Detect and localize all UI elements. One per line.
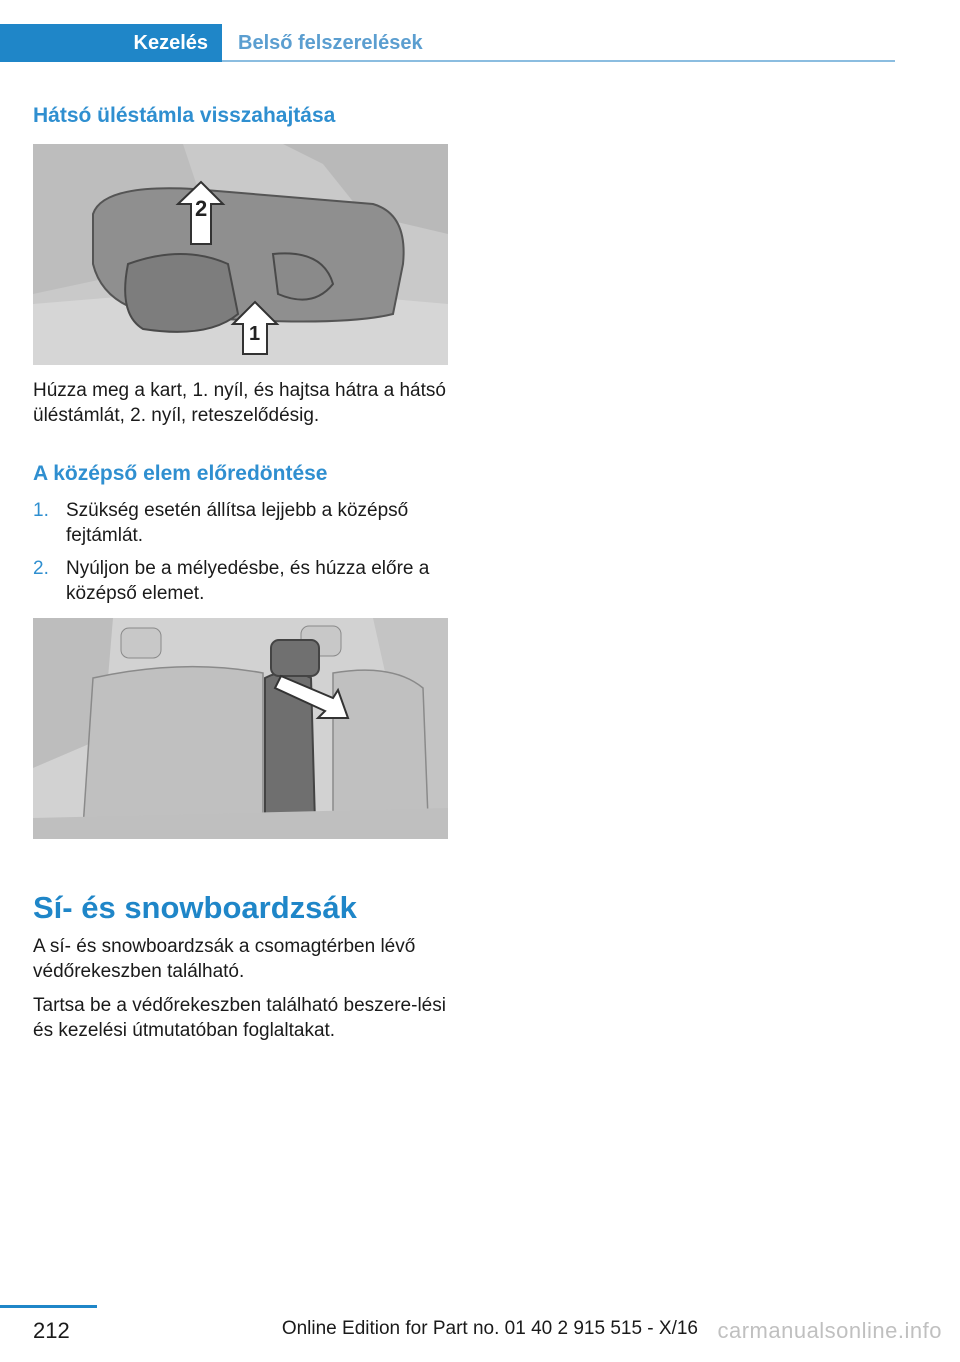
- arrow-label-2: 2: [195, 196, 208, 221]
- section1-body: Húzza meg a kart, 1. nyíl, és hajtsa hátra a hátsó üléstámlát, 2. nyíl, reteszelődésig.: [33, 380, 446, 426]
- section2-steps: [33, 498, 448, 606]
- step-number: 1.: [33, 500, 49, 521]
- page-number-rule: [0, 1305, 97, 1308]
- step-item: [33, 498, 448, 548]
- tab-kezeles[interactable]: [0, 24, 222, 62]
- section2: [33, 462, 448, 614]
- section2-title: A középső elem előredöntése: [33, 462, 328, 485]
- tab-belso-label: Belső felszerelések: [238, 32, 423, 54]
- section1-heading-wrap: [33, 104, 448, 128]
- edition-text: Online Edition for Part no. 01 40 2 915 515 - X/16: [281, 1318, 698, 1339]
- watermark: carmanualsonline.info: [717, 1318, 942, 1343]
- step-number: 2.: [33, 558, 49, 579]
- figure-middle-element: [33, 618, 448, 839]
- section3-para1: A sí- és snowboardzsák a csomagtérben lévő védőrekeszben található.: [33, 936, 416, 982]
- section1-body-wrap: [33, 378, 448, 428]
- step-text: Szükség esetén állítsa lejjebb a középső fejtámlát.: [66, 500, 409, 546]
- section3: [33, 890, 448, 1043]
- arrow-label-1: 1: [249, 323, 261, 345]
- figure-seat-backrest: [33, 144, 448, 365]
- section1-title: Hátsó üléstámla visszahajtása: [33, 104, 336, 127]
- header-tabs: [0, 24, 895, 62]
- section3-title: Sí- és snowboardzsák: [33, 890, 357, 925]
- step-item: [33, 556, 448, 606]
- step-text: Nyúljon be a mélyedésbe, és húzza előre a középső elemet.: [66, 558, 430, 604]
- section3-para2: Tartsa be a védőrekeszben található beszere-lési és kezelési útmutatóban foglaltakat.: [33, 995, 446, 1041]
- tab-underline: [222, 60, 895, 62]
- seat-backrest-illustration: [33, 144, 448, 365]
- tab-kezeles-label: Kezelés: [133, 31, 208, 54]
- tab-belso-felszerelesek[interactable]: [238, 24, 423, 62]
- page-number: 212: [33, 1318, 70, 1343]
- middle-element-illustration: [33, 618, 448, 839]
